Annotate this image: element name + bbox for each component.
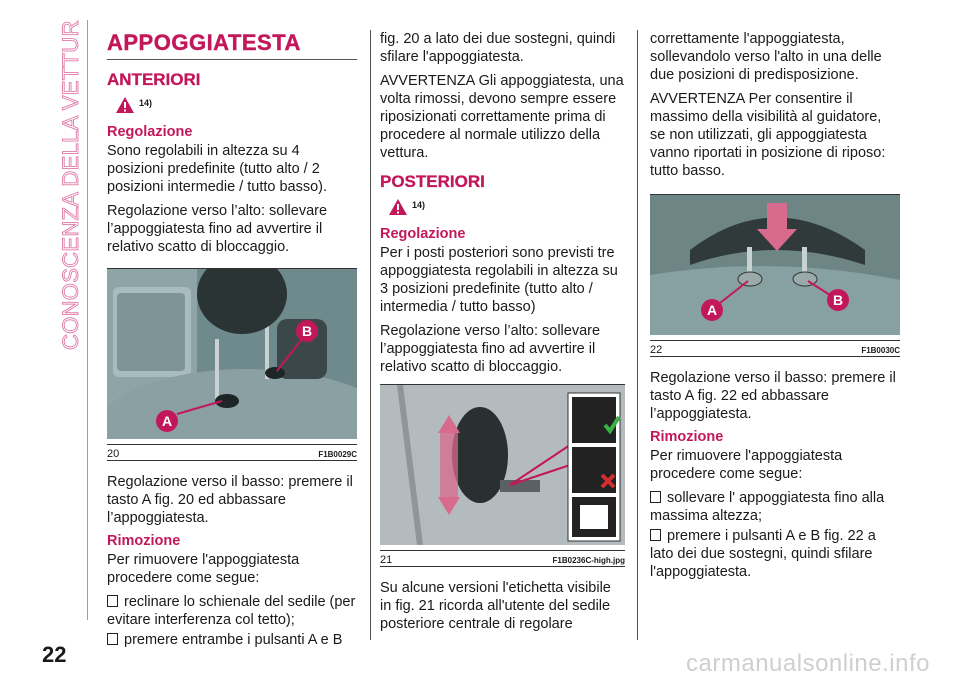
figure-caption (380, 550, 625, 566)
paragraph: correttamente l'appoggiatesta, sollevandolo verso l'alto in una delle due posizioni di predisposizione. (650, 31, 882, 83)
paragraph: Per i posti posteriori sono previsti tre appoggiatesta regolabili in altezza su 3 posizioni predefinite (tutto alto / intermedia / tutto basso) (380, 245, 618, 315)
paragraph: Regolazione verso l’alto: sollevare l’appoggiatesta fino ad avvertire il relativo scatto di bloccaggio. (107, 203, 328, 255)
checkbox-bullet-icon (107, 595, 118, 607)
column-3 (650, 30, 900, 583)
paragraph: Sono regolabili in altezza su 4 posizioni predefinite (tutto alto / 2 posizioni intermedie / tutto basso). (107, 143, 328, 195)
list-item: premere i pulsanti A e B fig. 22 a lato dei due sostegni, quindi sfilare l'appoggiatesta. (650, 528, 876, 580)
heading-regolazione: Regolazione (107, 124, 193, 140)
side-section-title (48, 20, 88, 360)
heading-rimozione: Rimozione (650, 429, 724, 445)
figure-code: F1B0030C (861, 346, 900, 355)
side-divider (87, 20, 88, 620)
column-divider (370, 30, 371, 640)
figure-number: 20 (107, 448, 120, 460)
checkbox-bullet-icon (650, 491, 661, 503)
section-title: APPOGGIATESTA (107, 30, 357, 60)
list-item: reclinare lo schienale del sedile (per evitare interferenza col tetto); (107, 594, 356, 628)
column-2 (380, 30, 625, 639)
list-item: sollevare l' appoggiatesta fino alla massima altezza; (650, 490, 885, 524)
column-divider (637, 30, 638, 640)
warning-reference: 14) (388, 198, 625, 220)
paragraph: Su alcune versioni l'etichetta visibile in fig. 21 ricorda all'utente del sedile posteriore centrale di regolare (380, 580, 611, 632)
subsection-title: ANTERIORI (107, 70, 201, 89)
figure-label-a: A (161, 413, 173, 429)
figure-20 (107, 268, 357, 461)
paragraph: Regolazione verso il basso: premere il tasto A fig. 22 ed abbassare l’appoggiatesta. (650, 370, 896, 422)
paragraph: AVVERTENZA Per consentire il massimo della visibilità al guidatore, se non utilizzati, gli appoggiatesta vanno riportati in posizione di riposo: tutto basso. (650, 91, 886, 179)
figure-label-b: B (301, 323, 313, 339)
page-number: 22 (42, 642, 67, 667)
heading-rimozione: Rimozione (107, 533, 181, 549)
warning-reference: 14) (115, 96, 357, 118)
paragraph: Regolazione verso il basso: premere il tasto A fig. 20 ed abbassare l’appoggiatesta. (107, 474, 353, 526)
rear-headrest-label-image (380, 385, 625, 545)
checkbox-bullet-icon (650, 529, 661, 541)
checkbox-bullet-icon (107, 633, 118, 645)
list-item: premere entrambe i pulsanti A e B (107, 631, 357, 649)
front-headrest-image (107, 269, 357, 439)
warning-icon (388, 198, 408, 216)
watermark: carmanualsonline.info (686, 650, 930, 677)
figure-number: 21 (380, 554, 393, 566)
paragraph: AVVERTENZA Gli appoggiatesta, una volta rimossi, devono sempre essere riposizionati correttamente prima di procedere al normale utilizzo della vettura. (380, 73, 624, 161)
figure-code: F1B0236C-high.jpg (552, 556, 625, 565)
paragraph: Per rimuovere l'appoggiatesta procedere come segue: (650, 448, 843, 482)
subsection-title: POSTERIORI (380, 172, 485, 191)
figure-label-b: B (832, 292, 844, 308)
rear-headrest-image (650, 195, 900, 335)
figure-label-a: A (706, 302, 718, 318)
paragraph: fig. 20 a lato dei due sostegni, quindi sfilare l'appoggiatesta. (380, 31, 616, 65)
figure-code: F1B0029C (318, 450, 357, 459)
paragraph: Per rimuovere l'appoggiatesta procedere come segue: (107, 552, 300, 586)
figure-22 (650, 194, 900, 357)
warning-icon (115, 96, 135, 114)
heading-regolazione: Regolazione (380, 226, 466, 242)
figure-caption (650, 340, 900, 356)
figure-21 (380, 384, 625, 567)
paragraph: Regolazione verso l’alto: sollevare l’appoggiatesta fino ad avvertire il relativo scatto di bloccaggio. (380, 323, 601, 375)
column-1 (107, 30, 357, 651)
figure-number: 22 (650, 344, 663, 356)
figure-caption (107, 444, 357, 460)
svg-text:CONOSCENZA DELLA VETTURA: CONOSCENZA DELLA VETTURA (58, 20, 83, 350)
